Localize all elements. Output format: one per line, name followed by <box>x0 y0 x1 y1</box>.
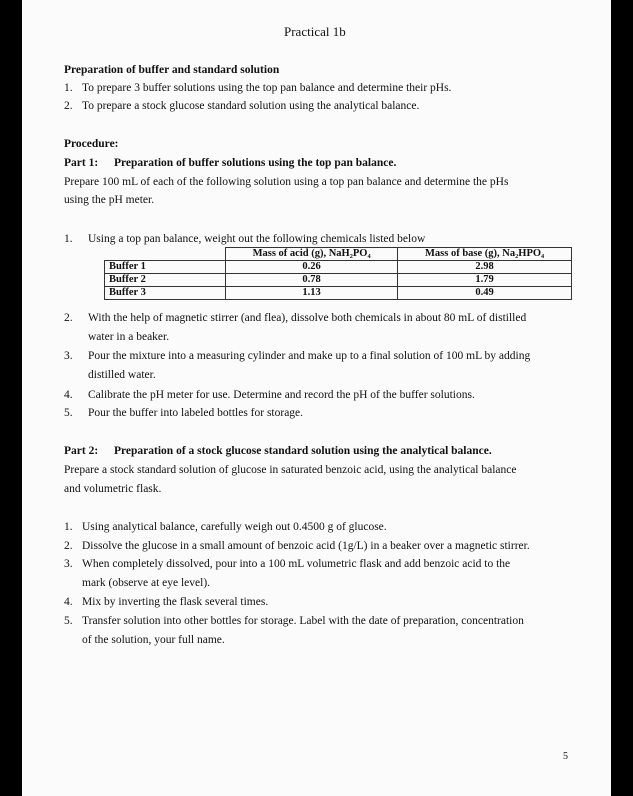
step-number: 4. <box>64 596 73 608</box>
step-number: 3. <box>64 558 73 570</box>
step-text: Using a top pan balance, weight out the following chemicals listed below <box>88 233 426 245</box>
part2-intro-cont: and volumetric flask. <box>64 483 162 495</box>
base-mass-cell: 0.49 <box>398 287 572 300</box>
part2-title: Preparation of a stock glucose standard solution using the analytical balance. <box>114 445 492 457</box>
page-number: 5 <box>563 751 568 762</box>
acid-mass-cell: 0.26 <box>226 261 398 274</box>
base-mass-cell: 2.98 <box>398 261 572 274</box>
step-number: 2. <box>64 312 73 324</box>
step-text-cont: water in a beaker. <box>88 331 170 343</box>
step-text: With the help of magnetic stirrer (and flea), dissolve both chemicals in about 80 mL of distilled <box>88 312 527 324</box>
part2-intro: Prepare a stock standard solution of glucose in saturated benzoic acid, using the analytical balance <box>64 464 517 476</box>
list-item: To prepare a stock glucose standard solution using the analytical balance. <box>82 100 420 112</box>
step-text: Mix by inverting the flask several times. <box>82 596 269 608</box>
list-item: To prepare 3 buffer solutions using the top pan balance and determine their pHs. <box>82 82 452 94</box>
row-label: Buffer 3 <box>105 287 226 300</box>
row-label: Buffer 2 <box>105 274 226 287</box>
part2-label: Part 2: <box>64 445 99 457</box>
step-number: 5. <box>64 407 73 419</box>
step-text: Transfer solution into other bottles for storage. Label with the date of preparation, concentration <box>82 615 524 627</box>
step-number: 1. <box>64 233 73 245</box>
step-text: Using analytical balance, carefully weigh out 0.4500 g of glucose. <box>82 521 387 533</box>
table-row <box>105 274 572 287</box>
column-header-acid: Mass of acid (g), NaH₂PO₄ <box>226 248 398 261</box>
step-number: 5. <box>64 615 73 627</box>
step-text-cont: mark (observe at eye level). <box>82 577 211 589</box>
list-number: 2. <box>64 100 73 112</box>
step-text-cont: distilled water. <box>88 369 156 381</box>
step-text-cont: of the solution, your full name. <box>82 634 225 646</box>
step-text: Calibrate the pH meter for use. Determine and record the pH of the buffer solutions. <box>88 389 475 401</box>
step-number: 4. <box>64 389 73 401</box>
step-text: Dissolve the glucose in a small amount of benzoic acid (1g/L) in a beaker over a magnetic stirrer. <box>82 540 530 552</box>
table-row <box>105 287 572 300</box>
table-row <box>105 261 572 274</box>
base-mass-cell: 1.79 <box>398 274 572 287</box>
part1-intro-cont: using the pH meter. <box>64 194 155 206</box>
step-text: Pour the buffer into labeled bottles for storage. <box>88 407 304 419</box>
part1-title: Preparation of buffer solutions using the top pan balance. <box>114 157 397 169</box>
section-heading: Preparation of buffer and standard solution <box>64 64 280 76</box>
buffer-table <box>104 247 572 300</box>
step-text: Pour the mixture into a measuring cylinder and make up to a final solution of 100 mL by adding <box>88 350 531 362</box>
part1-label: Part 1: <box>64 157 99 169</box>
table-header-row <box>105 248 572 261</box>
row-label: Buffer 1 <box>105 261 226 274</box>
step-number: 3. <box>64 350 73 362</box>
step-number: 2. <box>64 540 73 552</box>
step-text: When completely dissolved, pour into a 100 mL volumetric flask and add benzoic acid to the <box>82 558 511 570</box>
column-header-base: Mass of base (g), Na₂HPO₄ <box>398 248 572 261</box>
procedure-heading: Procedure: <box>64 138 119 150</box>
step-number: 1. <box>64 521 73 533</box>
acid-mass-cell: 1.13 <box>226 287 398 300</box>
part1-intro: Prepare 100 mL of each of the following solution using a top pan balance and determine the pHs <box>64 176 509 188</box>
page-title: Practical 1b <box>284 24 346 39</box>
acid-mass-cell: 0.78 <box>226 274 398 287</box>
document-page <box>22 0 611 796</box>
list-number: 1. <box>64 82 73 94</box>
table-corner <box>105 248 226 261</box>
